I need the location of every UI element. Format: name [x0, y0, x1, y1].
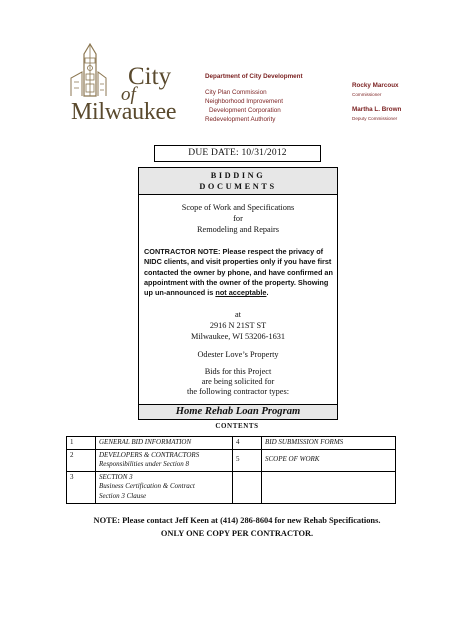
department-title: Department of City Development — [205, 73, 303, 80]
logo-word-city: City — [128, 63, 172, 90]
section-title — [96, 437, 233, 450]
section-title-line: Responsibilities under Section 8 — [99, 460, 190, 469]
due-date-box: DUE DATE: 10/31/2012 — [154, 145, 321, 162]
section-number: 4 — [233, 437, 262, 450]
solicit-line-1: Bids for this Project — [204, 367, 272, 376]
contractor-note-text: CONTRACTOR NOTE: Please respect the privacy of NIDC clients, and visit properties only if you have first contacted the owner by phone, and have confirmed an appointment with the owner of the property. Showing up un-announced is — [144, 247, 333, 298]
contents-table — [66, 436, 396, 504]
heading-bidding: BIDDING — [210, 171, 266, 180]
contractor-note-end: . — [266, 288, 269, 298]
section-number: 3 — [67, 471, 96, 503]
section-title — [96, 449, 233, 471]
scope-line-1: Scope of Work and Specifications — [181, 203, 295, 212]
department-line-3: Development Corporation — [209, 107, 281, 114]
section-title-line: BID SUBMISSION FORMS — [265, 438, 344, 446]
official-role-1: Commissioner — [352, 92, 382, 97]
department-line-4: Redevelopment Authority — [205, 116, 276, 123]
section-number: 2 — [67, 449, 96, 471]
department-line-1: City Plan Commission — [205, 89, 267, 96]
heading-documents: DOCUMENTS — [199, 182, 277, 191]
city-hall-tower-icon — [66, 42, 128, 104]
contractor-note-emphasis: not acceptable — [215, 288, 267, 298]
scope-line-2: for — [233, 214, 243, 223]
city-of-milwaukee-logo — [66, 42, 177, 125]
section-title — [262, 437, 396, 450]
section-title-line: DEVELOPERS & CONTRACTORS — [99, 450, 200, 459]
department-line-2: Neighborhood Improvement — [205, 98, 284, 105]
section-title-line: SCOPE OF WORK — [265, 455, 320, 464]
section-title-line: GENERAL BID INFORMATION — [99, 438, 192, 446]
address-city: Milwaukee, WI 53206-1631 — [190, 332, 286, 341]
section-number: 5 — [233, 449, 262, 471]
table-row — [67, 437, 396, 450]
section-title-line: Section 3 Clause — [99, 491, 147, 500]
property-owner: Odester Love’s Property — [197, 350, 279, 359]
section-title-empty — [262, 471, 396, 503]
program-name: Home Rehab Loan Program — [175, 406, 301, 417]
official-name-2: Martha L. Brown — [352, 106, 402, 113]
logo-word-milwaukee: Milwaukee — [71, 99, 177, 125]
title-band — [139, 168, 337, 195]
address-street: 2916 N 21ST ST — [209, 321, 267, 330]
section-title — [96, 471, 233, 503]
program-band — [139, 404, 337, 419]
bidding-documents-box — [138, 167, 338, 420]
section-title-line: Business Certification & Contract — [99, 482, 195, 491]
official-role-2: Deputy Commissioner — [352, 116, 398, 121]
table-row — [67, 471, 396, 503]
footer-note: NOTE: Please contact Jeff Keen at (414) 286-8604 for new Rehab Specifications. — [93, 516, 381, 525]
section-number-empty — [233, 471, 262, 503]
solicit-line-3: the following contractor types: — [186, 387, 290, 396]
logo-word-of: of — [121, 84, 136, 105]
address-at: at — [235, 310, 241, 319]
section-number: 1 — [67, 437, 96, 450]
footer-one-copy: ONLY ONE COPY PER CONTRACTOR. — [160, 529, 314, 538]
contents-title: CONTENTS — [215, 422, 259, 430]
scope-line-3: Remodeling and Repairs — [196, 225, 280, 234]
section-title — [262, 449, 396, 471]
solicit-line-2: are being solicited for — [201, 377, 275, 386]
section-title-line: SECTION 3 — [99, 472, 133, 481]
contractor-note — [144, 247, 334, 298]
table-row — [67, 449, 396, 471]
official-name-1: Rocky Marcoux — [352, 82, 399, 89]
